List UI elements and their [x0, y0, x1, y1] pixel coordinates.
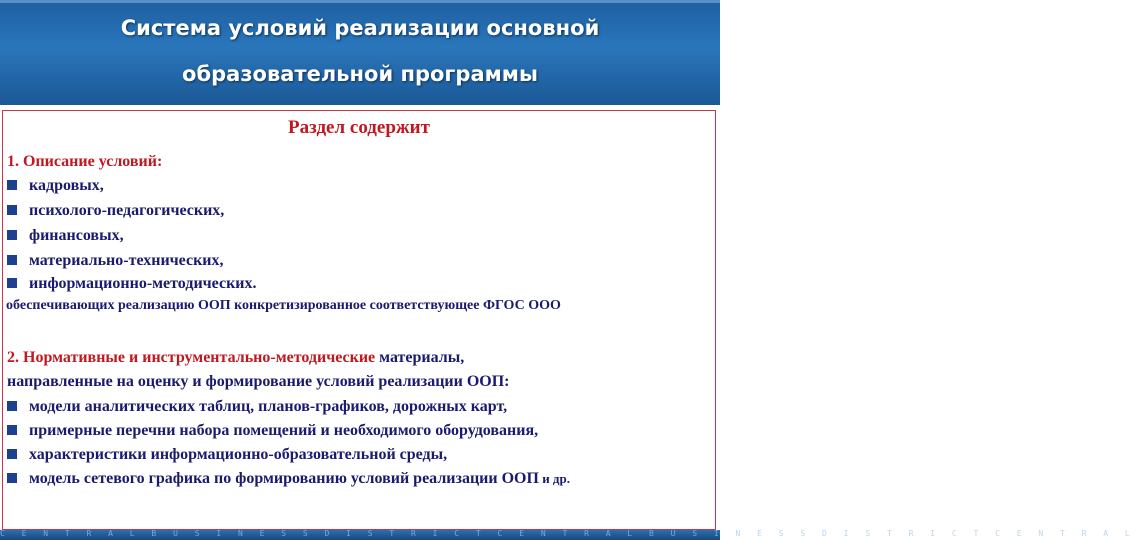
footer-text: C E N T R A L B U S I N E S S D I S T R I C T C E N T R A L B U S I N E S S D I S T R I C T C E N T R A L [0, 529, 1136, 538]
block2-heading-navy: материалы, [375, 349, 465, 366]
square-bullet-icon [7, 425, 17, 435]
block1-conclusion: обеспечивающих реализацию ООП конкретизированное соответствующее ФГОС ООО [6, 298, 561, 313]
slide-title-line-1: Система условий реализации основной [120, 16, 600, 40]
footer-strip [0, 529, 1136, 540]
section-heading: Раздел содержит [288, 117, 430, 138]
title-banner [0, 0, 720, 105]
list-item-text: информационно-методических. [29, 275, 257, 292]
list-item-text: материально-технических, [29, 252, 224, 269]
list-item [7, 470, 570, 488]
list-item [7, 275, 257, 293]
list-item-text: модель сетевого графика по формированию условий реализации ООП [29, 470, 539, 487]
list-item-text: примерные перечни набора помещений и необходимого оборудования, [29, 422, 539, 439]
list-item [7, 446, 447, 464]
square-bullet-icon [7, 205, 17, 215]
list-item [7, 202, 224, 220]
square-bullet-icon [7, 180, 17, 190]
list-item [7, 227, 124, 245]
list-item [7, 177, 104, 195]
square-bullet-icon [7, 278, 17, 288]
square-bullet-icon [7, 449, 17, 459]
list-item-text: кадровых, [29, 177, 104, 194]
block2-subheading: направленные на оценку и формирование условий реализации ООП: [7, 373, 510, 390]
square-bullet-icon [7, 401, 17, 411]
square-bullet-icon [7, 473, 17, 483]
banner-highlight [0, 0, 720, 3]
square-bullet-icon [7, 230, 17, 240]
list-item-text: психолого-педагогических, [29, 202, 225, 219]
block1-heading: 1. Описание условий: [7, 153, 163, 170]
list-item [7, 398, 507, 416]
list-item [7, 422, 538, 440]
slide-title-line-2: образовательной программы [182, 62, 538, 86]
block2-heading [7, 349, 464, 367]
list-item-text: характеристики информационно-образовательной среды, [29, 446, 448, 463]
list-item-text: модели аналитических таблиц, планов-графиков, дорожных карт, [29, 398, 508, 415]
list-item-text: финансовых, [29, 227, 124, 244]
list-item [7, 252, 224, 270]
list-item-suffix: и др. [538, 471, 570, 486]
block2-heading-red: 2. Нормативные и инструментально-методические [7, 349, 376, 366]
content-panel [2, 110, 716, 530]
square-bullet-icon [7, 255, 17, 265]
